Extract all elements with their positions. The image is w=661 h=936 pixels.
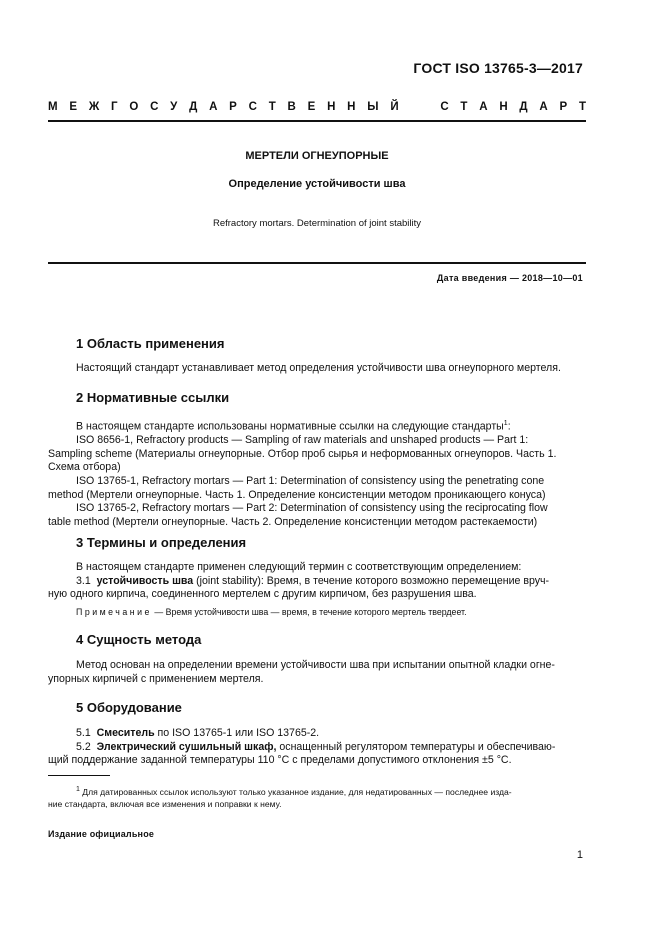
section-2-heading: 2 Нормативные ссылки [76,390,230,405]
reference-2-line-2: method (Мертели огнеупорные. Часть 1. Определение консистенции методом проникающего конуса) [48,488,546,501]
banner-letter: Д [189,101,198,113]
section-3-intro: В настоящем стандарте применен следующий термин с соответствующим определением: [76,561,522,573]
footnote-mark: 1 [76,786,80,793]
banner-letter: Ы [367,101,379,113]
section-4-heading: 4 Сущность метода [76,632,202,647]
section-4-line-1: Метод основан на определении времени устойчивости шва при испытании опытной кладки огне- [76,659,555,671]
banner-letter: Р [229,101,237,113]
header-rule [48,120,586,122]
english-title: Refractory mortars. Determination of joint stability [212,218,422,229]
reference-1-line-2: Sampling scheme (Материалы огнеупорные. Отбор проб сырья и неформованных огнеупоров. Часть 1. [48,447,557,460]
reference-1-line-1: ISO 8656-1, Refractory products — Sampling of raw materials and unshaped products — Part 1: [76,434,529,447]
section-3-body [48,561,584,602]
item-5-2-name: Электрический сушильный шкаф, [96,740,277,753]
banner-letter: С [150,101,159,113]
title-rule [48,262,586,264]
section-1-text: Настоящий стандарт устанавливает метод определения устойчивости шва огнеупорного мертеля. [76,362,561,374]
reference-3-line-1: ISO 13765-2, Refractory mortars — Part 2: Determination of consistency using the reciprocating flow [76,502,548,515]
footnote-line-1: $^1$ Для датированных ссылок используют только указанное издание, для недатированных — последнее изда- [76,786,512,797]
note-label: Примечание [76,607,152,617]
section-2-body [48,417,584,529]
section-2-intro: В настоящем стандарте использованы нормативные ссылки на следующие стандарты$^1$: [76,420,511,433]
banner-letter: Д [519,101,528,113]
edition-label: Издание официальное [48,829,155,839]
banner-letter: Т [460,101,468,113]
reference-3-line-2: table method (Мертели огнеупорные. Часть 2. Определение консистенции методом растекаемости) [48,515,538,528]
page-number: 1 [576,849,583,861]
reference-1-line-3: Схема отбора) [48,461,121,474]
section-5-body [48,727,584,768]
banner-letter: Ж [88,101,100,113]
footnote-line-2: ние стандарта, включая все изменения и поправки к нему. [48,799,282,810]
section-3-heading: 3 Термины и определения [76,535,247,550]
banner-letter: В [287,101,296,113]
banner-letter: Й [390,101,399,113]
item-5-1: 5.1 Смеситель по ISO 13765-1 или ISO 13765-2. [76,727,320,739]
banner-letter: Г [111,101,118,113]
banner-letter [410,101,413,113]
section-5-heading: 5 Оборудование [76,700,182,715]
banner-letter: У [170,101,178,113]
introduction-date: Дата введения — 2018—10—01 [436,273,583,283]
item-5-2: 5.2 Электрический сушильный шкаф, оснащенный регулятором температуры и обеспечиваю- [76,740,556,753]
banner-letter: Р [559,101,568,113]
banner-letter: Е [307,101,316,113]
banner-letter: Т [578,101,586,113]
banner-letter: С [248,101,257,113]
banner-letter: Е [69,101,78,113]
banner-letter: Н [327,101,336,113]
footnote-ref: 1 [503,420,508,427]
interstate-standard-banner [48,101,586,113]
footnote-rule [48,775,110,776]
document-subtitle: Определение устойчивости шва [228,178,406,190]
banner-letter: С [440,101,449,113]
item-5-1-name: Смеситель [96,727,155,739]
banner-letter: А [539,101,548,113]
section-3-note: Примечание — Время устойчивости шва — время, в течение которого мертель твердеет. [76,607,467,617]
reference-2-line-1: ISO 13765-1, Refractory mortars — Part 1: Determination of consistency using the penetrating cone [76,474,545,487]
section-1-heading: 1 Область применения [76,336,225,351]
banner-letter: А [479,101,488,113]
term-name: устойчивость шва [96,574,194,587]
document-title: МЕРТЕЛИ ОГНЕУПОРНЫЕ [245,150,389,162]
banner-letter: О [129,101,139,113]
banner-letter: А [209,101,218,113]
section-4-line-2: упорных кирпичей с применением мертеля. [48,672,264,685]
banner-letter: Т [268,101,276,113]
banner-letter: Н [347,101,356,113]
banner-letter [425,101,428,113]
section-4-body [48,659,584,686]
footnote [48,784,584,811]
term-3-1-line-2: ную одного кирпича, соединенного мертелем с другим кирпичом, без разрушения шва. [48,588,477,601]
standard-code: ГОСТ ISO 13765-3—2017 [413,60,583,76]
term-3-1: 3.1 устойчивость шва (joint stability): Время, в течение которого возможно перемещение вруч- [76,574,550,587]
banner-letter: М [48,101,58,113]
item-5-2-line-2: щий поддержание заданной температуры 110 °С с пределами допустимого отклонения ±5 °С. [48,754,512,767]
banner-letter: Н [499,101,508,113]
